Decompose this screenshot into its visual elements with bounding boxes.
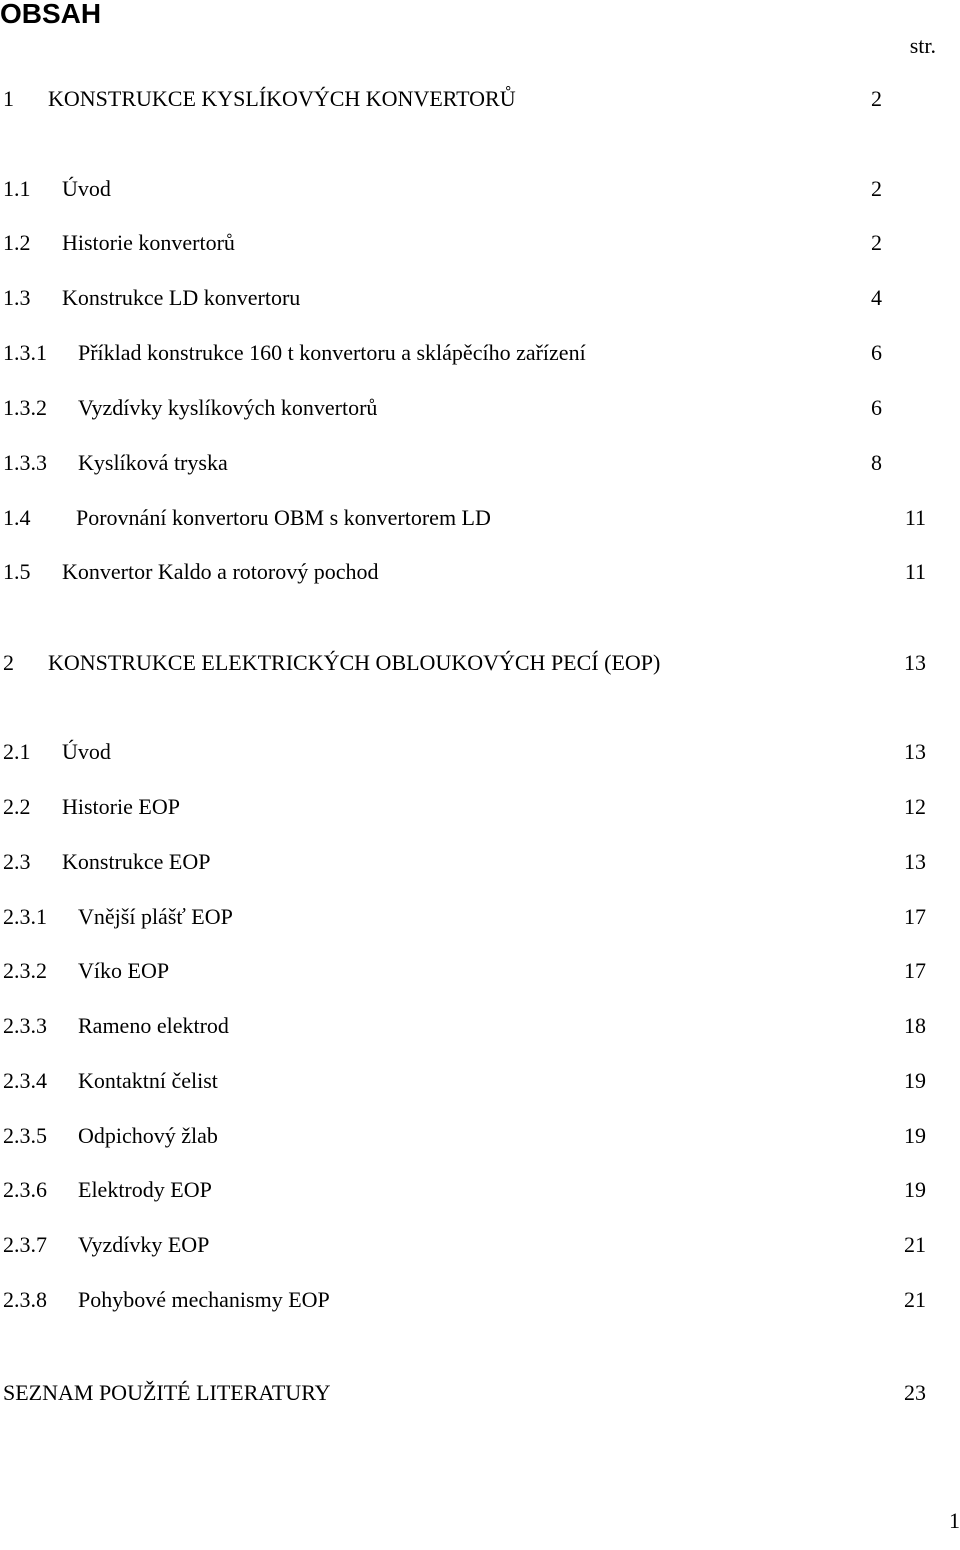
toc-entry-text: Příklad konstrukce 160 t konvertoru a sklápěcího zařízení	[78, 340, 586, 365]
toc-entry-1-3[interactable]	[0, 282, 926, 314]
toc-entry-page: 8	[871, 450, 882, 475]
toc-entry-page: 6	[871, 340, 882, 365]
toc-entry-text: Historie EOP	[62, 794, 180, 819]
toc-entry-bibliography[interactable]	[0, 1377, 926, 1409]
toc-entry-number: 1.4	[3, 505, 31, 530]
toc-entry-2-3-6[interactable]	[0, 1174, 926, 1206]
toc-entry-number: 2.3.4	[3, 1068, 47, 1093]
toc-entry-text: Konstrukce EOP	[62, 849, 211, 874]
toc-entry-number: 1.2	[3, 230, 31, 255]
toc-entry-2-3-3[interactable]	[0, 1010, 926, 1042]
toc-entry-2-3-4[interactable]	[0, 1065, 926, 1097]
toc-entry-2-3[interactable]	[0, 846, 926, 878]
toc-entry-page: 13	[904, 739, 926, 764]
toc-entry-text: Pohybové mechanismy EOP	[78, 1287, 330, 1312]
toc-entry-2-2[interactable]	[0, 791, 926, 823]
toc-entry-number: 2.3.5	[3, 1123, 47, 1148]
toc-entry-text: Elektrody EOP	[78, 1177, 212, 1202]
toc-entry-number: 1	[3, 86, 14, 111]
toc-entry-page: 13	[904, 849, 926, 874]
toc-entry-number: 2.1	[3, 739, 31, 764]
toc-entry-text: Vnější plášť EOP	[78, 904, 233, 929]
toc-entry-text: Kontaktní čelist	[78, 1068, 218, 1093]
toc-entry-text: Rameno elektrod	[78, 1013, 229, 1038]
toc-entry-number: 1.3.1	[3, 340, 47, 365]
toc-entry-number: 2.3	[3, 849, 31, 874]
toc-entry-text: Odpichový žlab	[78, 1123, 218, 1148]
toc-entry-page: 11	[904, 559, 926, 584]
toc-entry-number: 1.3	[3, 285, 31, 310]
toc-entry-2-1[interactable]	[0, 736, 926, 768]
toc-entry-text: Vyzdívky kyslíkových konvertorů	[78, 395, 378, 420]
toc-entry-page: 19	[904, 1068, 926, 1093]
toc-entry-1-3-3[interactable]	[0, 447, 926, 479]
toc-entry-1-3-2[interactable]	[0, 392, 926, 424]
toc-entry-page: 19	[904, 1123, 926, 1148]
toc-entry-number: 2.3.2	[3, 958, 47, 983]
toc-entry-1-2[interactable]	[0, 227, 926, 259]
toc-title: OBSAH	[0, 0, 102, 29]
toc-entry-page: 21	[904, 1287, 926, 1312]
toc-entry-page: 17	[904, 958, 926, 983]
page-number: 1	[949, 1508, 960, 1533]
toc-entry-number: 2.3.7	[3, 1232, 47, 1257]
toc-entry-page: 17	[904, 904, 926, 929]
toc-entry-page: 11	[904, 505, 926, 530]
toc-entry-number: 1.3.2	[3, 395, 47, 420]
page-column-label: str.	[909, 33, 936, 58]
toc-entry-text: Úvod	[62, 176, 111, 201]
toc-entry-page: 12	[904, 794, 926, 819]
toc-entry-2-3-8[interactable]	[0, 1284, 926, 1316]
toc-entry-text: Vyzdívky EOP	[78, 1232, 210, 1257]
toc-entry-number: 2.3.1	[3, 904, 47, 929]
toc-entry-page: 4	[871, 285, 882, 310]
toc-entry-1-1[interactable]	[0, 173, 926, 205]
toc-entry-text: Úvod	[62, 739, 111, 764]
toc-entry-text: Historie konvertorů	[62, 230, 235, 255]
toc-entry-chapter-1[interactable]	[0, 83, 926, 115]
toc-entry-text: Kyslíková tryska	[78, 450, 228, 475]
toc-entry-number: 1.3.3	[3, 450, 47, 475]
toc-entry-number: 2.3.8	[3, 1287, 47, 1312]
toc-entry-page: 23	[904, 1380, 926, 1405]
toc-entry-chapter-2[interactable]	[0, 647, 926, 679]
toc-entry-page: 2	[871, 230, 882, 255]
toc-entry-page: 18	[904, 1013, 926, 1038]
toc-entry-2-3-2[interactable]	[0, 955, 926, 987]
toc-entry-text: Porovnání konvertoru OBM s konvertorem LD	[76, 505, 491, 530]
toc-entry-page: 21	[904, 1232, 926, 1257]
toc-entry-page: 6	[871, 395, 882, 420]
toc-entry-page: 13	[904, 650, 926, 675]
toc-entry-text: SEZNAM POUŽITÉ LITERATURY	[3, 1380, 331, 1405]
toc-entry-number: 2	[3, 650, 14, 675]
toc-entry-number: 1.5	[3, 559, 31, 584]
toc-entry-page: 19	[904, 1177, 926, 1202]
toc-entry-text: Konvertor Kaldo a rotorový pochod	[62, 559, 379, 584]
toc-entry-1-3-1[interactable]	[0, 337, 926, 369]
toc-entry-text: KONSTRUKCE KYSLÍKOVÝCH KONVERTORŮ	[48, 86, 516, 111]
toc-entry-1-5[interactable]	[0, 556, 926, 588]
toc-entry-text: KONSTRUKCE ELEKTRICKÝCH OBLOUKOVÝCH PECÍ (EOP)	[48, 650, 661, 675]
toc-entry-number: 1.1	[3, 176, 31, 201]
toc-entry-1-4[interactable]	[0, 502, 926, 534]
toc-entry-number: 2.2	[3, 794, 31, 819]
toc-entry-2-3-1[interactable]	[0, 901, 926, 933]
toc-entry-2-3-7[interactable]	[0, 1229, 926, 1261]
toc-entry-text: Víko EOP	[78, 958, 170, 983]
toc-entry-2-3-5[interactable]	[0, 1120, 926, 1152]
toc-entry-number: 2.3.6	[3, 1177, 47, 1202]
toc-entry-page: 2	[871, 86, 882, 111]
toc-entry-page: 2	[871, 176, 882, 201]
toc-entry-number: 2.3.3	[3, 1013, 47, 1038]
toc-entry-text: Konstrukce LD konvertoru	[62, 285, 301, 310]
